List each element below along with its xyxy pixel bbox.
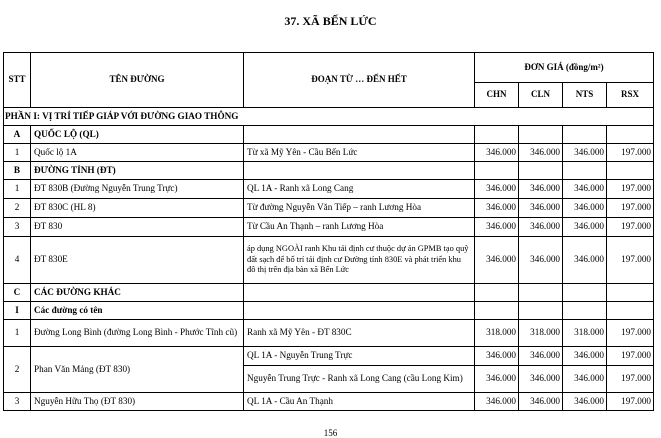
road-name: ĐT 830 xyxy=(31,218,244,237)
table-row xyxy=(4,218,654,237)
price-cln: 346.000 xyxy=(519,237,563,284)
page-title: 37. XÃ BẾN LỨC xyxy=(284,14,377,28)
segment: Từ Cầu An Thạnh – ranh Lương Hòa xyxy=(244,218,475,237)
price-nts: 346.000 xyxy=(563,347,607,366)
road-name: ĐT 830E xyxy=(31,237,244,284)
section-stt: A xyxy=(4,126,31,144)
road-name: Phan Văn Mảng (ĐT 830) xyxy=(31,347,244,393)
segment: Từ đường Nguyễn Văn Tiếp – ranh Lương Hòa xyxy=(244,199,475,218)
price-cln: 346.000 xyxy=(519,347,563,366)
header-doan: ĐOẠN TỪ … ĐẾN HẾT xyxy=(244,53,475,108)
price-cln: 346.000 xyxy=(519,393,563,411)
price-cln: 346.000 xyxy=(519,366,563,393)
section-stt: I xyxy=(4,302,31,320)
section-stt: B xyxy=(4,162,31,180)
price-nts: 318.000 xyxy=(563,320,607,347)
segment: Ranh xã Mỹ Yên - ĐT 830C xyxy=(244,320,475,347)
road-name: Nguyễn Hữu Thọ (ĐT 830) xyxy=(31,393,244,411)
price-chn: 346.000 xyxy=(475,218,519,237)
segment: QL 1A - Ranh xã Long Cang xyxy=(244,180,475,199)
price-rsx: 197.000 xyxy=(607,320,654,347)
price-nts: 346.000 xyxy=(563,237,607,284)
header-cln: CLN xyxy=(519,82,563,107)
road-name: ĐT 830B (Đường Nguyễn Trung Trực) xyxy=(31,180,244,199)
price-cln: 346.000 xyxy=(519,180,563,199)
price-nts: 346.000 xyxy=(563,199,607,218)
price-table xyxy=(3,52,654,411)
price-rsx: 197.000 xyxy=(607,144,654,162)
row-stt: 3 xyxy=(4,393,31,411)
segment: Từ xã Mỹ Yên - Cầu Bến Lức xyxy=(244,144,475,162)
table-row xyxy=(4,144,654,162)
price-nts: 346.000 xyxy=(563,366,607,393)
price-chn: 346.000 xyxy=(475,180,519,199)
price-rsx: 197.000 xyxy=(607,237,654,284)
segment: Nguyễn Trung Trực - Ranh xã Long Cang (cầu Long Kim) xyxy=(244,366,475,393)
section-name: Các đường có tên xyxy=(31,302,244,320)
table-row xyxy=(4,393,654,411)
price-chn: 346.000 xyxy=(475,393,519,411)
row-stt: 1 xyxy=(4,180,31,199)
row-stt: 4 xyxy=(4,237,31,284)
section-row xyxy=(4,284,654,302)
price-chn: 346.000 xyxy=(475,237,519,284)
segment: áp dụng NGOÀI ranh Khu tái định cư thuộc dự án GPMB tạo quỹ đất sạch để bố trí tái định cư Đường tỉnh 830E và phát triển khu đô thị trên địa bàn xã Bến Lức xyxy=(244,237,475,284)
header-chn: CHN xyxy=(475,82,519,107)
price-rsx: 197.000 xyxy=(607,393,654,411)
part1-label: PHẦN I: VỊ TRÍ TIẾP GIÁP VỚI ĐƯỜNG GIAO THÔNG xyxy=(4,108,654,126)
header-row xyxy=(4,53,654,83)
header-ten-duong: TÊN ĐƯỜNG xyxy=(31,53,244,108)
section-row xyxy=(4,126,654,144)
part-row xyxy=(4,108,654,126)
price-rsx: 197.000 xyxy=(607,199,654,218)
section-stt: C xyxy=(4,284,31,302)
table-row xyxy=(4,199,654,218)
road-name: ĐT 830C (HL 8) xyxy=(31,199,244,218)
header-don-gia: ĐƠN GIÁ (đồng/m²) xyxy=(475,53,654,83)
section-name: ĐƯỜNG TỈNH (ĐT) xyxy=(31,162,244,180)
price-nts: 346.000 xyxy=(563,180,607,199)
header-stt: STT xyxy=(4,53,31,108)
price-cln: 346.000 xyxy=(519,144,563,162)
table-row xyxy=(4,347,654,366)
table-row xyxy=(4,320,654,347)
price-rsx: 197.000 xyxy=(607,180,654,199)
price-chn: 346.000 xyxy=(475,199,519,218)
price-nts: 346.000 xyxy=(563,144,607,162)
road-name: Quốc lộ 1A xyxy=(31,144,244,162)
header-nts: NTS xyxy=(563,82,607,107)
price-chn: 346.000 xyxy=(475,144,519,162)
section-row xyxy=(4,302,654,320)
row-stt: 2 xyxy=(4,347,31,393)
price-nts: 346.000 xyxy=(563,393,607,411)
price-chn: 346.000 xyxy=(475,366,519,393)
section-name: CÁC ĐƯỜNG KHÁC xyxy=(31,284,244,302)
price-nts: 346.000 xyxy=(563,218,607,237)
price-rsx: 197.000 xyxy=(607,347,654,366)
table-row xyxy=(4,237,654,284)
row-stt: 1 xyxy=(4,144,31,162)
row-stt: 1 xyxy=(4,320,31,347)
page-number: 156 xyxy=(323,428,338,438)
price-chn: 318.000 xyxy=(475,320,519,347)
price-rsx: 197.000 xyxy=(607,366,654,393)
segment: QL 1A - Cầu An Thạnh xyxy=(244,393,475,411)
road-name: Đường Long Bình (đường Long Bình - Phước Tĩnh cũ) xyxy=(31,320,244,347)
section-name: QUỐC LỘ (QL) xyxy=(31,126,244,144)
section-row xyxy=(4,162,654,180)
price-chn: 346.000 xyxy=(475,347,519,366)
row-stt: 3 xyxy=(4,218,31,237)
price-cln: 346.000 xyxy=(519,218,563,237)
price-cln: 346.000 xyxy=(519,199,563,218)
segment: QL 1A - Nguyễn Trung Trực xyxy=(244,347,475,366)
price-rsx: 197.000 xyxy=(607,218,654,237)
table-row xyxy=(4,180,654,199)
row-stt: 2 xyxy=(4,199,31,218)
price-cln: 318.000 xyxy=(519,320,563,347)
header-rsx: RSX xyxy=(607,82,654,107)
